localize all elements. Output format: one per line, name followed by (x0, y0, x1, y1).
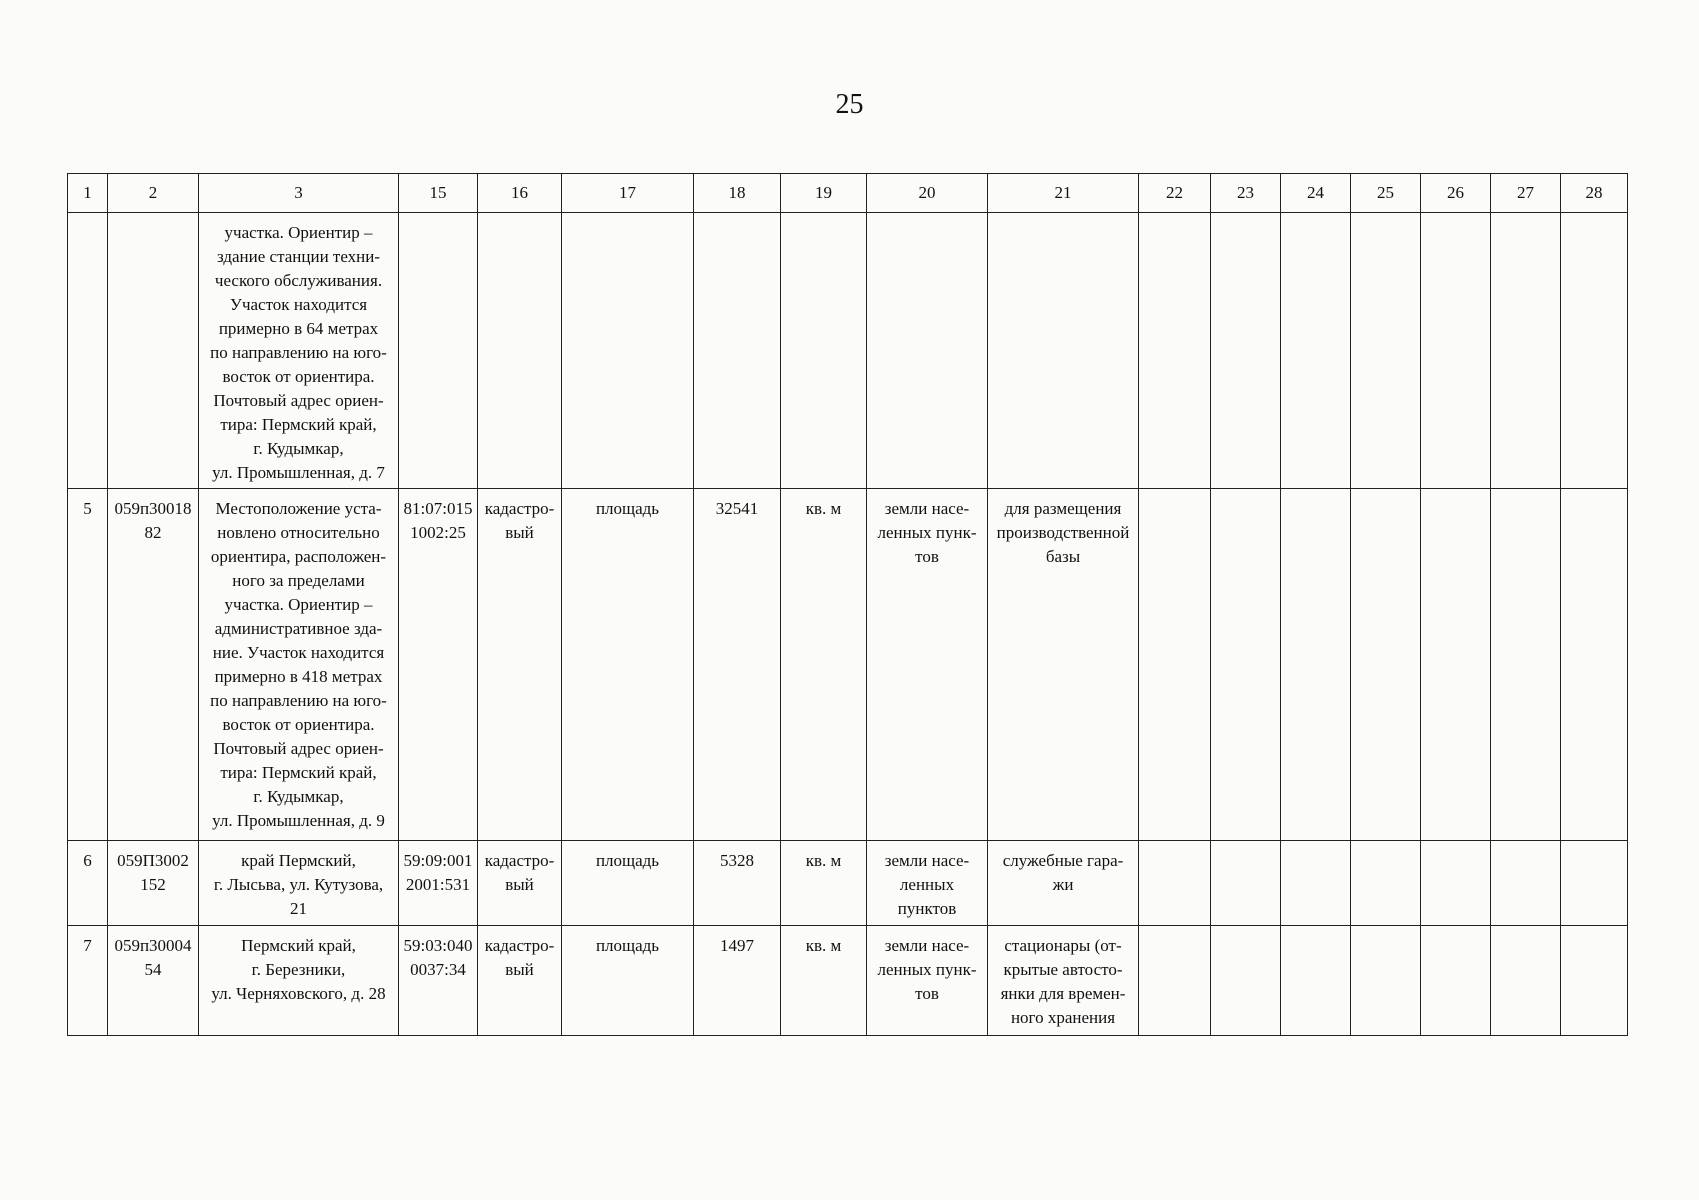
register-table (67, 173, 1628, 1036)
cell-number: 6 (68, 841, 108, 926)
cell-cadastral-number: 59:03:040 0037:34 (399, 926, 478, 1036)
cell-empty (1491, 213, 1561, 489)
page-number: 25 (835, 89, 864, 120)
cell-empty (1211, 213, 1281, 489)
cell-empty (1561, 213, 1628, 489)
cell-empty (1139, 926, 1211, 1036)
cell-number: 7 (68, 926, 108, 1036)
cell-empty (1281, 926, 1351, 1036)
cell-cadastral-number: 59:09:001 2001:531 (399, 841, 478, 926)
cell-empty (1211, 926, 1281, 1036)
cell-location: Пермский край, г. Березники, ул. Черняховского, д. 28 (199, 926, 399, 1036)
cell-empty (1139, 213, 1211, 489)
cell-unit (781, 213, 867, 489)
cell-empty (1351, 489, 1421, 841)
table-row (68, 489, 1628, 841)
cell-empty (1211, 841, 1281, 926)
col-header: 24 (1281, 174, 1351, 213)
cell-characteristic: площадь (562, 926, 694, 1036)
col-header: 21 (988, 174, 1139, 213)
cell-empty (1281, 489, 1351, 841)
cell-number-type (478, 213, 562, 489)
cell-location: Местоположение уста- новлено относительно ориентира, расположен- ного за пределами участка. Ориентир – административное зда- ние. Участок находится примерно в 418 метрах по направлению на юго- восток от ориентира. Почтовый адрес ориен- тира: Пермский край, г. Кудымкар, ул. Промышленная, д. 9 (199, 489, 399, 841)
table-row (68, 926, 1628, 1036)
col-header: 27 (1491, 174, 1561, 213)
cell-unit: кв. м (781, 926, 867, 1036)
cell-value: 1497 (694, 926, 781, 1036)
col-header: 23 (1211, 174, 1281, 213)
cell-empty (1211, 489, 1281, 841)
cell-empty (1421, 841, 1491, 926)
cell-location: край Пермский, г. Лысьва, ул. Кутузова, 21 (199, 841, 399, 926)
cell-empty (1351, 926, 1421, 1036)
cell-empty (1351, 213, 1421, 489)
cell-empty (1281, 841, 1351, 926)
col-header: 17 (562, 174, 694, 213)
cell-number: 5 (68, 489, 108, 841)
cell-empty (1421, 213, 1491, 489)
cell-number-type: кадастро- вый (478, 841, 562, 926)
cell-empty (1421, 489, 1491, 841)
col-header: 26 (1421, 174, 1491, 213)
col-header: 22 (1139, 174, 1211, 213)
cell-land-category: земли насе- ленных пунктов (867, 841, 988, 926)
cell-characteristic (562, 213, 694, 489)
cell-register-id: 059п30004 54 (108, 926, 199, 1036)
header-row (68, 174, 1628, 213)
cell-empty (1139, 489, 1211, 841)
cell-land-category (867, 213, 988, 489)
cell-number-type: кадастро- вый (478, 926, 562, 1036)
table-row (68, 841, 1628, 926)
col-header: 28 (1561, 174, 1628, 213)
col-header: 15 (399, 174, 478, 213)
cell-value (694, 213, 781, 489)
cell-permitted-use: стационары (от- крытые автосто- янки для времен- ного хранения (988, 926, 1139, 1036)
cell-register-id: 059п30018 82 (108, 489, 199, 841)
cell-empty (1491, 926, 1561, 1036)
cell-empty (1421, 926, 1491, 1036)
cell-number (68, 213, 108, 489)
cell-cadastral-number: 81:07:015 1002:25 (399, 489, 478, 841)
cell-characteristic: площадь (562, 841, 694, 926)
cell-land-category: земли насе- ленных пунк- тов (867, 926, 988, 1036)
col-header: 1 (68, 174, 108, 213)
col-header: 25 (1351, 174, 1421, 213)
cell-empty (1281, 213, 1351, 489)
col-header: 20 (867, 174, 988, 213)
cell-empty (1561, 926, 1628, 1036)
cell-value: 5328 (694, 841, 781, 926)
cell-characteristic: площадь (562, 489, 694, 841)
cell-empty (1491, 841, 1561, 926)
cell-empty (1561, 489, 1628, 841)
cell-empty (1351, 841, 1421, 926)
cell-permitted-use: служебные гара- жи (988, 841, 1139, 926)
col-header: 18 (694, 174, 781, 213)
cell-unit: кв. м (781, 841, 867, 926)
cell-land-category: земли насе- ленных пунк- тов (867, 489, 988, 841)
cell-empty (1491, 489, 1561, 841)
cell-cadastral-number (399, 213, 478, 489)
cell-unit: кв. м (781, 489, 867, 841)
cell-permitted-use (988, 213, 1139, 489)
table-row (68, 213, 1628, 489)
cell-permitted-use: для размещения производственной базы (988, 489, 1139, 841)
cell-location: участка. Ориентир – здание станции техни- ческого обслуживания. Участок находится примерно в 64 метрах по направлению на юго- восток от ориентира. Почтовый адрес ориен- тира: Пермский край, г. Кудымкар, ул. Промышленная, д. 7 (199, 213, 399, 489)
col-header: 2 (108, 174, 199, 213)
col-header: 3 (199, 174, 399, 213)
cell-empty (1561, 841, 1628, 926)
col-header: 16 (478, 174, 562, 213)
cell-empty (1139, 841, 1211, 926)
cell-number-type: кадастро- вый (478, 489, 562, 841)
cell-register-id: 059П3002 152 (108, 841, 199, 926)
cell-value: 32541 (694, 489, 781, 841)
col-header: 19 (781, 174, 867, 213)
cell-register-id (108, 213, 199, 489)
